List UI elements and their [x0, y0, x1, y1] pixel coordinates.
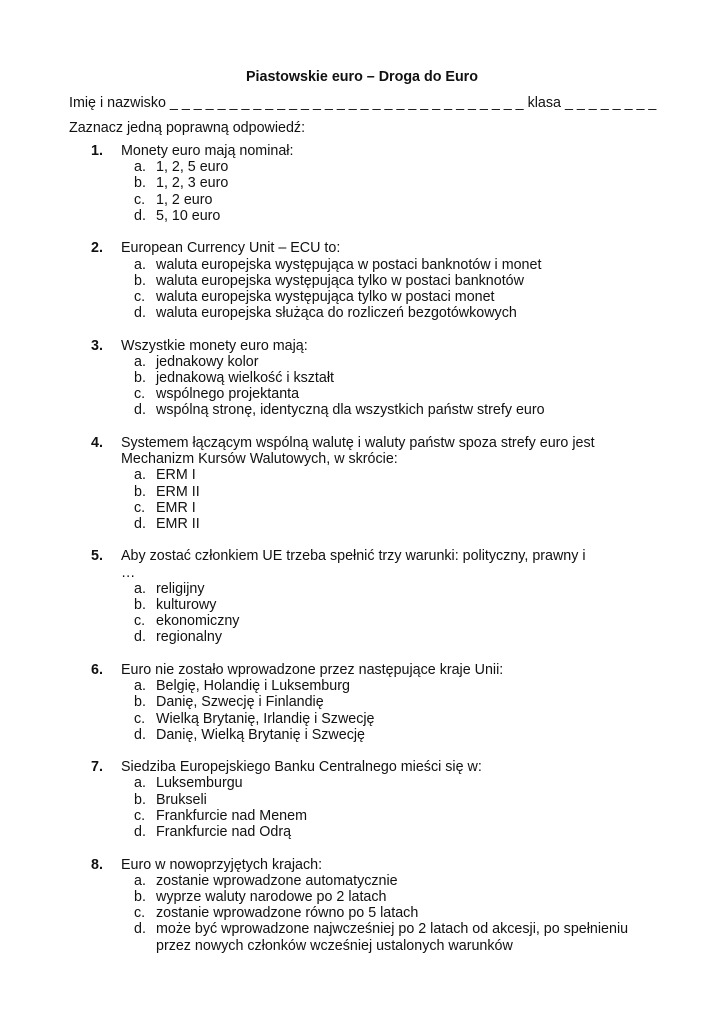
answer-option-c[interactable] [134, 386, 636, 403]
answer-option-c[interactable] [134, 499, 636, 516]
option-text: Belgię, Holandię i Luksemburg [156, 678, 350, 695]
option-text: ekonomiczny [156, 613, 240, 630]
answer-option-d[interactable] [134, 515, 636, 532]
question-text: Monety euro mają nominał: [121, 143, 294, 159]
option-letter: d. [134, 629, 146, 646]
option-text: EMR I [156, 499, 196, 516]
answer-option-b[interactable] [134, 272, 636, 289]
question-text: Euro w nowoprzyjętych krajach: [121, 856, 323, 873]
option-text: Wielką Brytanię, Irlandię i Szwecję [156, 710, 375, 727]
option-letter: d. [134, 921, 146, 938]
answer-options [0, 775, 724, 840]
option-text: wyprze waluty narodowe po 2 latach [156, 889, 387, 905]
option-text: jednakową wielkość i kształt [156, 370, 334, 387]
answer-options [0, 581, 724, 646]
answer-option-d[interactable] [134, 824, 636, 841]
answer-options [0, 257, 724, 322]
question-number: 8. [91, 856, 103, 873]
answer-option-b[interactable] [134, 694, 636, 711]
answer-option-d[interactable] [134, 629, 636, 646]
answer-option-b[interactable] [134, 889, 636, 905]
option-letter: c. [134, 807, 146, 824]
option-text: jednakowy kolor [156, 353, 259, 370]
option-letter: a. [134, 467, 146, 484]
option-letter: d. [134, 824, 146, 841]
option-letter: b. [134, 175, 146, 192]
question-number: 7. [91, 759, 103, 776]
question-8 [0, 857, 724, 954]
question-4 [0, 435, 724, 532]
answer-option-d[interactable] [134, 207, 636, 224]
option-text: Danię, Wielką Brytanię i Szwecję [156, 726, 365, 743]
option-letter: b. [134, 597, 146, 614]
question-number: 2. [91, 240, 103, 257]
instruction-text: Zaznacz jedną poprawną odpowiedź: [69, 120, 306, 136]
question-number: 6. [91, 661, 103, 678]
question-text: Siedziba Europejskiego Banku Centralnego mieści się w: [121, 759, 482, 776]
answer-option-b[interactable] [134, 483, 636, 500]
answer-option-c[interactable] [134, 288, 636, 305]
answer-option-b[interactable] [134, 175, 636, 192]
option-letter: a. [134, 159, 146, 176]
option-letter: d. [134, 305, 146, 322]
option-text: waluta europejska występująca tylko w postaci monet [156, 288, 495, 305]
question-1 [0, 143, 724, 224]
answer-option-a[interactable] [134, 872, 636, 889]
question-number: 1. [91, 143, 103, 159]
option-letter: c. [134, 613, 146, 630]
answer-option-d[interactable] [134, 726, 636, 743]
answer-option-a[interactable] [134, 159, 636, 176]
option-text: zostanie wprowadzone równo po 5 latach [156, 905, 419, 922]
option-text: Brukseli [156, 791, 207, 808]
option-letter: d. [134, 726, 146, 743]
answer-option-a[interactable] [134, 580, 636, 597]
option-letter: a. [134, 775, 146, 792]
question-list [0, 143, 724, 970]
option-letter: b. [134, 483, 146, 500]
option-letter: c. [134, 710, 146, 727]
answer-options [0, 873, 724, 954]
option-text: waluta europejska występująca w postaci banknotów i monet [156, 256, 542, 273]
answer-options [0, 467, 724, 532]
question-text: Systemem łączącym wspólną walutę i waluty państw spoza strefy euro jest Mechanizm Kursów Walutowych, w skrócie: [121, 434, 595, 468]
option-text: religijny [156, 580, 205, 597]
question-2 [0, 240, 724, 321]
answer-option-c[interactable] [134, 613, 636, 630]
option-letter: d. [134, 515, 146, 532]
answer-option-a[interactable] [134, 353, 636, 370]
option-letter: c. [134, 191, 146, 208]
option-text: Danię, Szwecję i Finlandię [156, 694, 324, 711]
option-letter: b. [134, 272, 146, 289]
option-letter: b. [134, 694, 146, 711]
answer-option-c[interactable] [134, 807, 636, 824]
option-text: zostanie wprowadzone automatycznie [156, 872, 398, 889]
option-letter: c. [134, 499, 146, 516]
option-text: wspólną stronę, identyczną dla wszystkich państw strefy euro [156, 402, 545, 419]
answer-options [0, 354, 724, 419]
option-letter: a. [134, 678, 146, 695]
option-letter: b. [134, 791, 146, 808]
option-text: ERM I [156, 467, 196, 484]
answer-option-b[interactable] [134, 597, 636, 614]
option-text: regionalny [156, 629, 222, 646]
option-letter: c. [134, 905, 146, 922]
option-letter: a. [134, 256, 146, 273]
answer-options [0, 678, 724, 743]
option-letter: a. [134, 580, 146, 597]
answer-option-c[interactable] [134, 905, 636, 922]
option-letter: a. [134, 872, 146, 889]
question-6 [0, 662, 724, 743]
answer-option-d[interactable] [134, 305, 636, 322]
answer-option-b[interactable] [134, 370, 636, 387]
option-letter: d. [134, 402, 146, 419]
question-7 [0, 759, 724, 840]
answer-option-d[interactable] [134, 921, 636, 954]
option-text: waluta europejska występująca tylko w postaci banknotów [156, 272, 524, 289]
question-text: Aby zostać członkiem UE trzeba spełnić trzy warunki: polityczny, prawny i … [121, 548, 586, 581]
question-number: 4. [91, 434, 103, 451]
answer-option-b[interactable] [134, 791, 636, 808]
option-text: EMR II [156, 515, 200, 532]
question-5 [0, 548, 724, 645]
question-text: Euro nie zostało wprowadzone przez następujące kraje Unii: [121, 661, 504, 678]
option-letter: b. [134, 889, 146, 905]
question-3 [0, 338, 724, 419]
option-text: Frankfurcie nad Odrą [156, 824, 292, 841]
question-number: 3. [91, 337, 103, 354]
question-number: 5. [91, 548, 103, 565]
answer-option-d[interactable] [134, 402, 636, 419]
answer-option-a[interactable] [134, 775, 636, 792]
option-text: 5, 10 euro [156, 207, 221, 224]
question-text: European Currency Unit – ECU to: [121, 240, 341, 257]
option-letter: b. [134, 370, 146, 387]
question-text: Wszystkie monety euro mają: [121, 337, 308, 354]
option-letter: a. [134, 353, 146, 370]
answer-option-c[interactable] [134, 191, 636, 208]
option-text: może być wprowadzone najwcześniej po 2 latach od akcesji, po spełnieniu przez nowych członków wcześniej ustalonych warunków [156, 921, 629, 954]
option-text: 1, 2, 3 euro [156, 175, 229, 192]
answer-options [0, 159, 724, 224]
answer-option-c[interactable] [134, 710, 636, 727]
option-text: Frankfurcie nad Menem [156, 807, 307, 824]
option-text: ERM II [156, 483, 200, 500]
option-text: Luksemburgu [156, 775, 243, 792]
option-text: 1, 2 euro [156, 191, 213, 208]
answer-option-a[interactable] [134, 256, 636, 273]
option-text: kulturowy [156, 597, 217, 614]
answer-option-a[interactable] [134, 467, 636, 484]
page-title: Piastowskie euro – Droga do Euro [246, 69, 478, 85]
option-letter: d. [134, 207, 146, 224]
option-text: 1, 2, 5 euro [156, 159, 229, 176]
option-text: waluta europejska służąca do rozliczeń bezgotówkowych [156, 305, 517, 322]
name-and-class-line: Imię i nazwisko _ _ _ _ _ _ _ _ _ _ _ _ _ _ _ _ _ _ _ _ _ _ _ _ _ _ _ _ _ _ klasa _ _ _ _ _ _ _ _ [69, 95, 657, 111]
option-letter: c. [134, 288, 146, 305]
answer-option-a[interactable] [134, 678, 636, 695]
option-text: wspólnego projektanta [156, 386, 300, 403]
option-letter: c. [134, 386, 146, 403]
